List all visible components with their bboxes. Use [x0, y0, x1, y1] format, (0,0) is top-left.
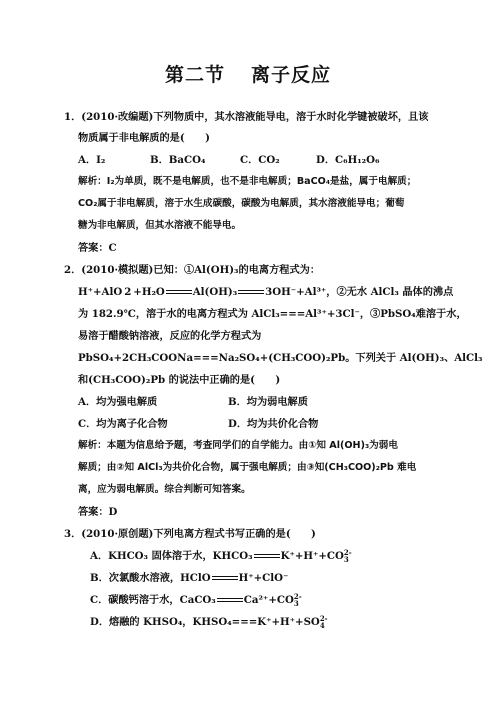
- q3-option-c-charge: 2-: [293, 592, 302, 601]
- q1-option-a: A．I₂: [78, 154, 106, 166]
- page-title: [0, 60, 496, 87]
- q2-explanation-line3: 离，应为弱电解质。综合判断可知答案。: [78, 484, 251, 495]
- reversible-arrow-icon: [166, 290, 192, 294]
- q1-options: [78, 153, 379, 167]
- section-name: 离子反应: [251, 64, 332, 86]
- q3-stem: 3．(2010·原创题)下列电离方程式书写正确的是( ): [64, 528, 316, 540]
- q2-option-c: C．均为离子化合物: [78, 418, 168, 430]
- q3-option-b: [90, 571, 288, 585]
- q1-option-b: B．BaCO₄: [150, 154, 206, 166]
- q3-option-a-subscript: 3: [343, 555, 349, 564]
- q3-option-c-left: C．碳酸钙溶于水，CaCO₃: [90, 594, 216, 606]
- q2-eq-part1: H⁺+AlO: [78, 286, 123, 298]
- q2-eq-part4: Al(OH)₃: [192, 286, 238, 298]
- q2-stem-line6: 和(CH₃COO)₂Pb 的说法中正确的是( ): [78, 374, 281, 386]
- q3-option-c-right: Ca²⁺+CO: [243, 594, 294, 606]
- q2-option-a: A．均为强电解质: [78, 396, 158, 408]
- q1-explanation-line1: 解析：I₂为单质，既不是电解质，也不是非电解质；BaCO₄是盐，属于电解质；: [78, 176, 417, 187]
- q3-option-d: [90, 615, 328, 629]
- q2-explanation-line1: 解析：本题为信息给予题，考查同学们的自学能力。由①知 Al(OH)₃为弱电: [78, 440, 398, 451]
- q2-eq-part3: +H₂O: [133, 286, 165, 298]
- q2-options-row1: [78, 395, 308, 409]
- q1-explanation-line3: 糖为非电解质，但其水溶液不能导电。: [78, 220, 242, 231]
- reversible-arrow-icon: [217, 598, 243, 602]
- q3-option-d-charge: 2-: [319, 614, 328, 623]
- q2-stem-line3: 为 182.9℃，溶于水的电离方程式为 AlCl₃===Al³⁺+3Cl⁻，③PbSO₄难溶于水，: [78, 308, 467, 320]
- section-number: 第二节: [164, 64, 225, 86]
- q2-option-d: D．均为共价化合物: [228, 418, 319, 430]
- q1-stem-line1: 1．(2010·改编题)下列物质中，其水溶液能导电，溶于水时化学键被破坏，且该: [64, 111, 429, 123]
- q2-stem-line1: 2．(2010·模拟题)已知：①Al(OH)₃的电离方程式为：: [64, 264, 321, 276]
- q2-options-row2: [78, 417, 318, 431]
- q1-answer: 答案：C: [78, 242, 117, 254]
- q2-explanation-line2: 解质；由②知 AlCl₃为共价化合物，属于强电解质；由③知(CH₃COO)₂Pb 难电: [78, 462, 417, 473]
- q3-option-d-text: D．熔融的 KHSO₄，KHSO₄===K⁺+H⁺+SO: [90, 616, 320, 628]
- q3-option-b-left: B．次氯酸水溶液，HClO: [90, 572, 211, 584]
- q2-eq-part2: 2: [124, 286, 132, 298]
- q3-option-c-subscript: 3: [293, 599, 299, 608]
- q3-option-a-right: K⁺+H⁺+CO: [280, 550, 344, 562]
- q3-option-a-charge: 2-: [343, 548, 352, 557]
- q2-stem-line2: [78, 285, 453, 299]
- reversible-arrow-icon: [254, 554, 280, 558]
- q2-stem-line4: 易溶于醋酸钠溶液，反应的化学方程式为: [78, 330, 262, 342]
- q1-stem-line2: 物质属于非电解质的是( ): [78, 132, 210, 144]
- q2-stem-line5: PbSO₄+2CH₃COONa===Na₂SO₄+(CH₃COO)₂Pb。下列关于 Al(OH)₃、AlCl₃: [78, 352, 483, 364]
- q1-option-d: D．C₆H₁₂O₆: [316, 154, 380, 166]
- q3-option-c: [90, 593, 302, 607]
- q3-option-d-subscript: 4: [319, 621, 325, 630]
- q3-option-b-right: H⁺+ClO⁻: [238, 572, 289, 584]
- reversible-arrow-icon: [238, 290, 264, 294]
- q2-answer: 答案：D: [78, 506, 118, 518]
- q3-option-a: [90, 549, 352, 563]
- q1-explanation-line2: CO₂属于非电解质，溶于水生成碳酸，碳酸为电解质，其水溶液能导电；葡萄: [78, 198, 405, 209]
- q3-option-a-left: A．KHCO₃ 固体溶于水，KHCO₃: [90, 550, 253, 562]
- q1-option-c: C．CO₂: [240, 154, 280, 166]
- q2-eq-part5: 3OH⁻+Al³⁺，②无水 AlCl₃ 晶体的沸点: [265, 286, 454, 298]
- reversible-arrow-icon: [212, 576, 238, 580]
- q2-option-b: B．均为弱电解质: [228, 396, 308, 408]
